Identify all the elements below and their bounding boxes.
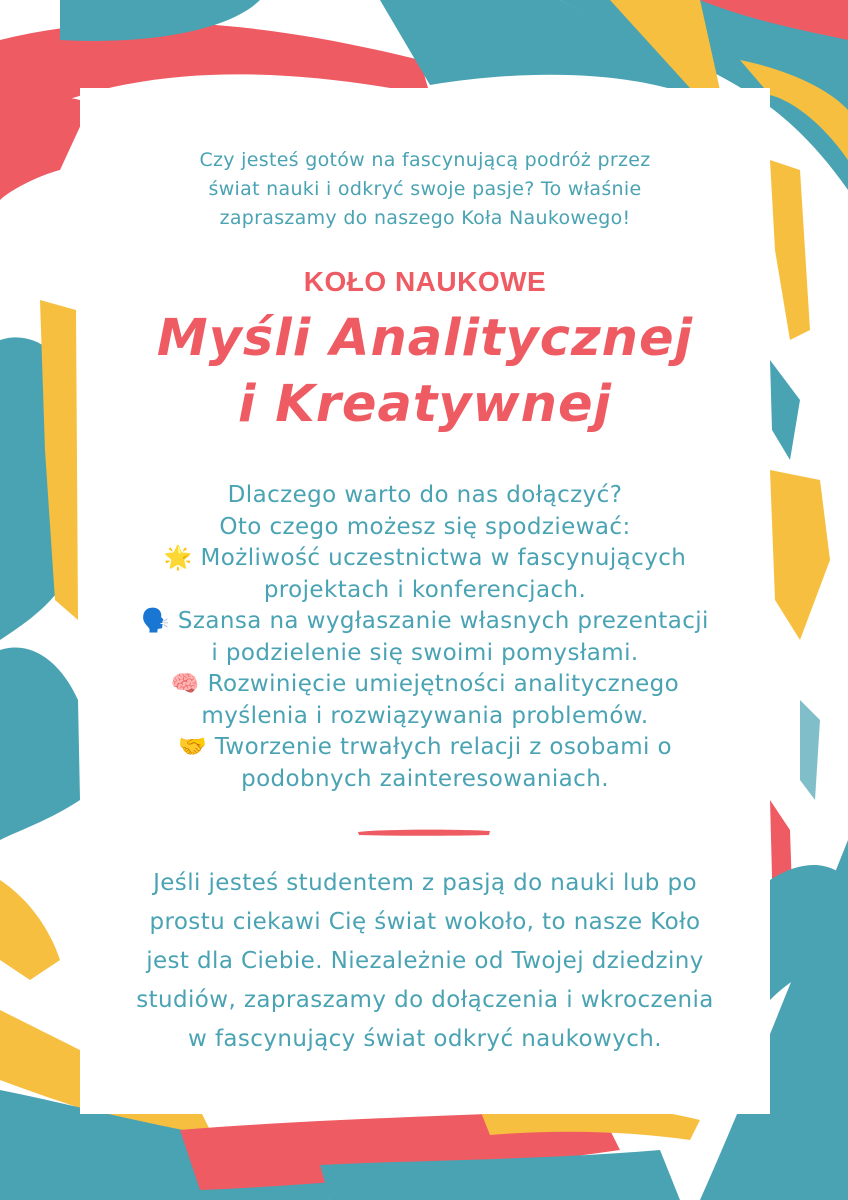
star-icon: 🌟 (163, 545, 193, 571)
title-line: i Kreatywnej (237, 375, 613, 434)
benefits-question: Dlaczego warto do nas dołączyć? (227, 482, 623, 508)
benefit-item (80, 606, 770, 638)
closing-line: jest dla Ciebie. Niezależnie od Twojej dziedziny (146, 948, 704, 974)
benefit-item (80, 732, 770, 764)
kicker-heading: KOŁO NAUKOWE (303, 266, 547, 297)
closing-line: Jeśli jesteś studentem z pasją do nauki lub po (153, 870, 697, 896)
divider (356, 828, 492, 837)
content-card (80, 88, 770, 1114)
benefit-text: podobnych zainteresowaniach. (241, 765, 609, 792)
benefit-text: Szansa na wygłaszanie własnych prezentacji (177, 608, 709, 634)
benefit-text: myślenia i rozwiązywania problemów. (201, 702, 649, 729)
speaking-head-icon: 🗣️ (141, 608, 171, 634)
benefit-text: projektach i konferencjach. (263, 576, 587, 603)
benefit-item (80, 543, 770, 575)
intro-line: Czy jesteś gotów na fascynującą podróż przez (199, 149, 651, 171)
closing-line: studiów, zapraszamy do dołączenia i wkroczenia (136, 987, 714, 1013)
intro-line: zapraszamy do naszego Koła Naukowego! (219, 207, 631, 229)
benefit-text: Możliwość uczestnictwa w fascynujących (200, 545, 687, 571)
benefit-item (80, 669, 770, 701)
handshake-icon: 🤝 (178, 734, 208, 760)
intro-line: świat nauki i odkryć swoje pasje? To właśnie (208, 178, 642, 200)
closing-line: w fascynujący świat odkryć naukowych. (188, 1026, 662, 1052)
brain-icon: 🧠 (170, 671, 200, 697)
benefit-text: Tworzenie trwałych relacji z osobami o (214, 734, 672, 760)
page-title (80, 306, 770, 438)
benefits-section (80, 480, 770, 795)
benefit-text: i podzielenie się swoimi pomysłami. (211, 639, 639, 666)
closing-line: prostu ciekawi Cię świat wokoło, to nasze Koło (149, 909, 701, 935)
benefits-lead: Oto czego możesz się spodziewać: (219, 513, 631, 540)
benefit-text: Rozwinięcie umiejętności analitycznego (207, 671, 680, 697)
title-line: Myśli Analitycznej (156, 309, 694, 368)
intro-text (80, 146, 770, 233)
closing-text (80, 864, 770, 1059)
